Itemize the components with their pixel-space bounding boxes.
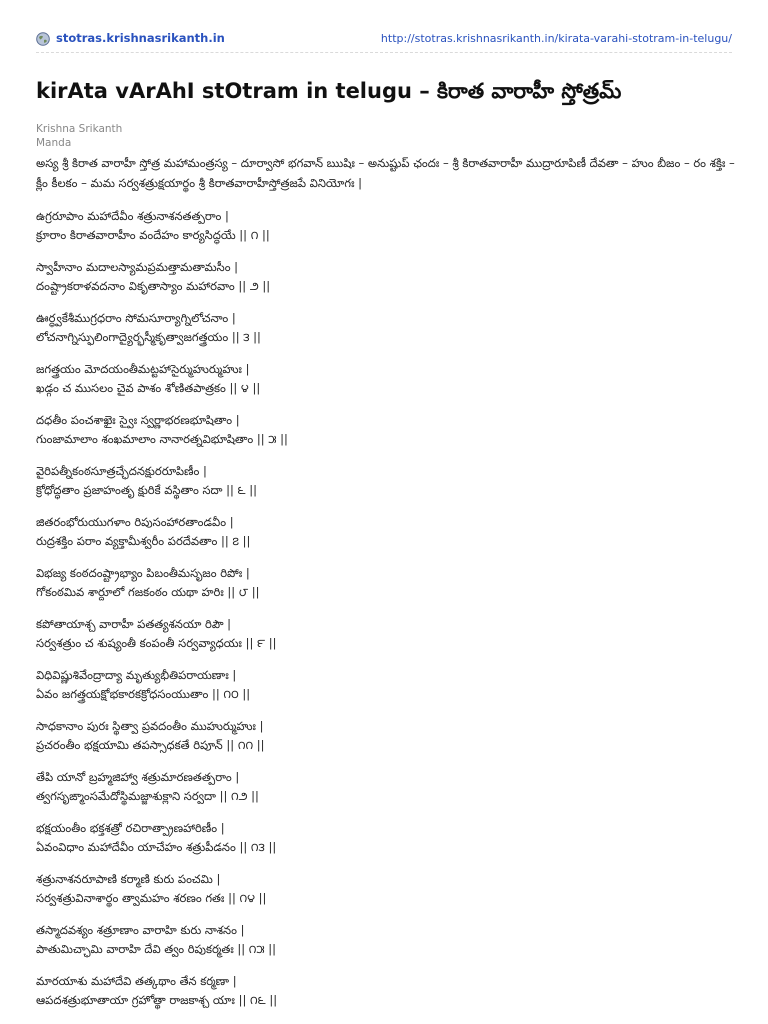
verse-line: మారయాశు మహాదేవి తత్కథాం తేన కర్మణా | [36, 974, 237, 988]
verse-block [36, 615, 736, 653]
verse-line: ఉగ్రరూపాం మహాదేవీం శత్రునాశనతత్పరాం | [36, 209, 229, 223]
verse-block [36, 462, 736, 500]
header-bar [36, 30, 732, 53]
globe-icon [36, 31, 50, 45]
verse-list [36, 207, 736, 1010]
verse-line: దంష్ట్రాకరాళవదనాం వికృతాస్యాం మహారవాం || ౨ || [36, 279, 271, 293]
intro-paragraph: అస్య శ్రీ కిరాత వారాహీ స్తోత్ర మహామంత్రస్య – దూర్వాసో భగవాన్ ఋషిః – అనుష్టుప్ ఛందః – శ్రీ కిరాతవారాహీ ముద్రారూపిణీ దేవతా – హుం బీజం – రం శక్తిః – క్లీం కీలకం – మమ సర్వశత్రుక్షయార్థం శ్రీ కిరాతవారాహీస్తోత్రజపే వినియోగః | [36, 156, 735, 190]
verse-line: స్వాహీనాం మదాలస్యామప్రమత్తామతామసీం | [36, 260, 239, 274]
site-name-link[interactable]: stotras.krishnasrikanth.in [56, 31, 225, 45]
verse-line: రుద్రశక్తిం పరాం వ్యక్తామీశ్వరీం పరదేవతాం || ౭ || [36, 534, 251, 548]
verse-line: విభజ్య కంఠదంష్ట్రాభ్యాం పిబంతీమసృజం రిపోః | [36, 566, 250, 580]
verse-line: సర్వశత్రుం చ శుష్యంతీ కంపంతీ సర్వవ్యాధయః || ౯ || [36, 636, 277, 650]
page-title: kirAta vArAhI stOtram in telugu – కిరాత వారాహీ స్తోత్రమ్ [36, 79, 622, 103]
verse-line: గోకంఠమివ శార్దూలో గజకంఠం యథా హరిః || ౮ || [36, 585, 260, 599]
author-name: Krishna Srikanth [36, 123, 123, 135]
verse-block [36, 207, 736, 245]
verse-block [36, 921, 736, 959]
verse-line: శత్రునాశనరూపాణి కర్మాణి కురు పంచమి | [36, 872, 221, 886]
verse-line: ఖడ్గం చ ముసలం చైవ పాశం శోణితపాత్రకం || ౪ || [36, 381, 261, 395]
verse-block [36, 870, 736, 908]
verse-line: ప్రచరంతీం భక్షయామి తపస్సాధకతే రిపూన్ || ౧౧ || [36, 738, 265, 752]
verse-line: తేపి యానో బ్రహ్మజిహ్వా శత్రుమారణతత్పరాం | [36, 770, 240, 784]
verse-block [36, 411, 736, 449]
verse-line: సర్వశత్రువినాశార్థం త్వామహం శరణం గతః || ౧౪ || [36, 891, 267, 905]
verse-line: భక్షయంతీం భక్తశత్రో రచిరాత్ప్రాణహారిణీం | [36, 821, 225, 835]
verse-line: క్రోధోద్ధతాం ప్రజాహంతృ క్షురికే వస్థితాం సదా || ౬ || [36, 483, 257, 497]
verse-line: తస్మాదవశ్యం శత్రూణాం వారాహి కురు నాశనం | [36, 923, 245, 937]
verse-block [36, 666, 736, 704]
site-brand [36, 31, 225, 51]
verse-line: కపోతాయాశ్చ వారాహీ పతత్యశనయా రిపౌ | [36, 617, 232, 631]
verse-line: త్వగసృఙ్మాంసమేదోస్థిమజ్జాశుక్లాని సర్వదా || ౧౨ || [36, 789, 259, 803]
verse-block [36, 972, 736, 1010]
verse-block [36, 717, 736, 755]
verse-line: విధివిష్ణుశివేంద్రాద్యా మృత్యుభీతిపరాయణాః | [36, 668, 237, 682]
verse-line: పాతుమిచ్ఛామి వారాహి దేవి త్వం రిపుకర్మతః || ౧౫ || [36, 942, 277, 956]
verse-line: ఏవంవిధాం మహాదేవీం యాచేహం శత్రుపీడనం || ౧౩ || [36, 840, 277, 854]
verse-line: గుంజామాలాం శంఖమాలాం నానారత్నవిభూషితాం || ౫ || [36, 432, 288, 446]
verse-line: ఆపదశత్రుభూతాయా గ్రహోత్థా రాజకాశ్చ యాః || ౧౬ || [36, 993, 278, 1007]
verse-block [36, 513, 736, 551]
byline [36, 122, 122, 150]
verse-block [36, 258, 736, 296]
verse-line: వైరిపత్నీకంఠసూత్రచ్ఛేదనక్షురరూపిణీం | [36, 464, 207, 478]
verse-block [36, 309, 736, 347]
verse-line: లోచనాగ్నిస్ఫులింగాద్యైర్భస్మీకృత్వాజగత్త్రయం || ౩ || [36, 330, 261, 344]
stotram-body [36, 153, 736, 1023]
verse-block [36, 360, 736, 398]
verse-line: దధతీం పంచశాఖైః స్వైః స్వర్ణాభరణభూషితాం | [36, 413, 240, 427]
verse-block [36, 819, 736, 857]
verse-line: సాధకానాం పురః స్థిత్వా ప్రవదంతీం ముహుర్ముహుః | [36, 719, 264, 733]
verse-line: జగత్త్రయం మోదయంతీమట్టహాసైర్ముహుర్ముహుః | [36, 362, 250, 376]
verse-line: ఊర్ధ్వకేశీముగ్రధరాం సోమసూర్యాగ్నిలోచనాం | [36, 311, 236, 325]
verse-block [36, 564, 736, 602]
page-url-link[interactable]: http://stotras.krishnasrikanth.in/kirata-varahi-stotram-in-telugu/ [380, 31, 732, 45]
verse-line: జితరంభోరుయుగళాం రిపుసంహారతాండవీం | [36, 515, 234, 529]
verse-block [36, 768, 736, 806]
verse-line: ఏవం జగత్త్రయక్షోభకారకక్రోధసంయుతాం || ౧౦ || [36, 687, 251, 701]
category-label: Manda [36, 137, 72, 149]
verse-line: క్రూరాం కిరాతవారాహీం వందేహం కార్యసిద్ధయే || ౧ || [36, 228, 270, 242]
